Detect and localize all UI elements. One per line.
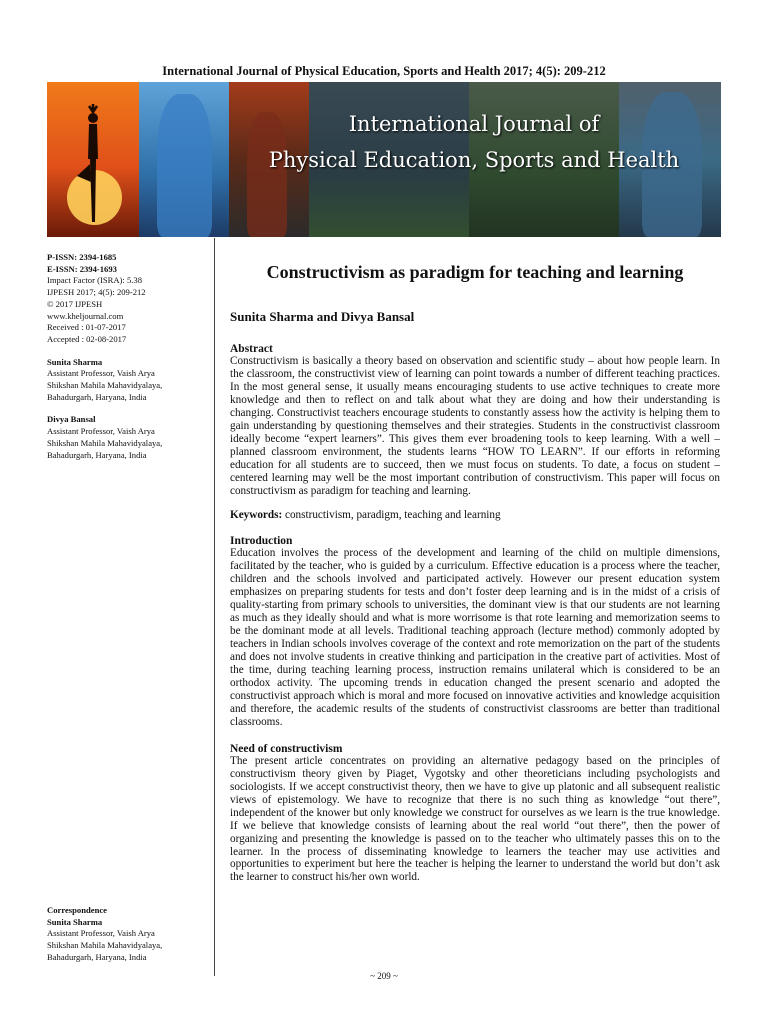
author2-affiliation-line: Shikshan Mahila Mahavidyalaya, <box>47 437 163 448</box>
author2-name: Divya Bansal <box>47 414 96 425</box>
author1-affiliation-line: Assistant Professor, Vaish Arya <box>47 368 155 379</box>
author1-name: Sunita Sharma <box>47 356 103 367</box>
banner-title-line1: International Journal of <box>348 112 600 136</box>
meta-website: www.kheljournal.com <box>47 310 124 321</box>
article-title: Constructivism as paradigm for teaching and learning <box>266 262 684 282</box>
banner-photo-yoga <box>47 82 139 237</box>
keywords-text: constructivism, paradigm, teaching and learning <box>282 509 501 522</box>
article-authors: Sunita Sharma and Divya Bansal <box>230 309 415 324</box>
article-metadata-sidebar <box>47 252 215 461</box>
page-number: ~ 209 ~ <box>370 971 398 981</box>
abstract-heading: Abstract <box>230 343 273 355</box>
author1-affiliation-line: Shikshan Mahila Mahavidyalaya, <box>47 380 163 391</box>
yoga-silhouette-icon <box>69 104 117 224</box>
meta-citation: IJPESH 2017; 4(5): 209-212 <box>47 287 146 298</box>
banner-title-line2: Physical Education, Sports and Health <box>268 148 680 172</box>
correspondence-line: Assistant Professor, Vaish Arya <box>47 928 155 939</box>
need-text: The present article concentrates on providing an alternative pedagogy based on the principles of constructivism theory given by Piaget, Vygotsky and other theoreticians including psychologists and sociologists. If we accept constructivist theory, then we have to give up platonic and all subsequent realistic views of epistemology. We have to recognize that there is no such thing as knowledge “out there”, independent of the knower but only knowledge we construct for ourselves as we learn is the true knowledge. If we believe that knowledge consists of learning about the real world “out there”, then the power of organizing and presenting the knowledge is passed on to the teacher who ultimately passes this on to the learner. In the process of disseminating knowledge to learners the teacher may use activities and opportunities to experiment but here the teacher is helping the learner to understand the world but don’t ask the learner to construct his/her own world. <box>230 754 720 884</box>
meta-received: Received : 01-07-2017 <box>47 322 126 333</box>
author1-affiliation-line: Bahadurgarh, Haryana, India <box>47 391 147 402</box>
correspondence-name: Sunita Sharma <box>47 916 103 927</box>
correspondence-block <box>47 905 215 964</box>
correspondence-line: Bahadurgarh, Haryana, India <box>47 951 147 962</box>
keywords-label: Keywords: <box>230 509 283 522</box>
banner-figure <box>157 94 212 237</box>
author2-affiliation-line: Assistant Professor, Vaish Arya <box>47 426 155 437</box>
article-body <box>230 262 720 884</box>
column-divider <box>214 238 215 976</box>
need-heading: Need of constructivism <box>230 742 343 755</box>
meta-eissn: E-ISSN: 2394-1693 <box>47 263 117 274</box>
meta-impact-factor: Impact Factor (ISRA): 5.38 <box>47 275 142 286</box>
correspondence-heading: Correspondence <box>47 905 107 915</box>
keywords-line <box>230 509 720 521</box>
author2-affiliation-line: Bahadurgarh, Haryana, India <box>47 449 147 460</box>
meta-copyright: © 2017 IJPESH <box>47 298 103 309</box>
journal-banner <box>47 82 721 237</box>
abstract-text: Constructivism is basically a theory based on observation and scientific study – about how people learn. In the classroom, the constructivist view of learning can point towards a number of different teaching practices. In the most general sense, it usually means encouraging students to use active techniques to create more knowledge and then to reflect on and talk about what they are doing and how their understanding is changing. Constructivist teachers encourage students to constantly assess how the activity is helping them to gain understanding by questioning themselves and their strategies. Students in the constructivist classroom ideally become “expert learners”. This gives them ever broadening tools to keep learning. With a well – planned classroom environment, the students learns “HOW TO LEARN”. If our efforts in reforming education for all students are to succeed, then we must focus on students. To date, a focus on student – centered learning may well be the most important contribution of constructivism. This paper will focus on constructivism as paradigm for teaching and learning. <box>230 355 720 497</box>
meta-pissn: P-ISSN: 2394-1685 <box>47 252 117 262</box>
introduction-heading: Introduction <box>230 535 293 548</box>
running-head: International Journal of Physical Education, Sports and Health 2017; 4(5): 209-212 <box>162 64 606 78</box>
meta-accepted: Accepted : 02-08-2017 <box>47 333 127 344</box>
correspondence-line: Shikshan Mahila Mahavidyalaya, <box>47 940 163 951</box>
introduction-text: Education involves the process of the development and learning of the child on multiple dimensions, facilitated by the teacher, who is guided by a curriculum. Effective education is a process where the teacher, children and the schools involved and participated actively. However our present education system emphasizes on preparing students for tests and don’t foster deep learning and is in the midst of a crisis of quality-starting from primary schools to universities, the dominant view is that our students are not learning as much as they ideally should and what is more worrisome is that rote learning and memorization seems to be the dominant mode at all levels. Traditional teaching approach (lecture method) commonly adopted by teachers in Indian schools involves coverage of the context and rote memorization on the part of the students and does not involve students in creative thinking and participation in the creative part of activities. Most of the time, during teaching learning process, instruction remains unilateral which is considered to be an orthodox activity. The upcoming trends in education changed the present scenario and adopted the constructivist approach which is moral and more focused on innovative activities and knowledge acquisition and therefore, the academic results of the students of constructivist classrooms are better than traditional classrooms. <box>230 547 720 728</box>
